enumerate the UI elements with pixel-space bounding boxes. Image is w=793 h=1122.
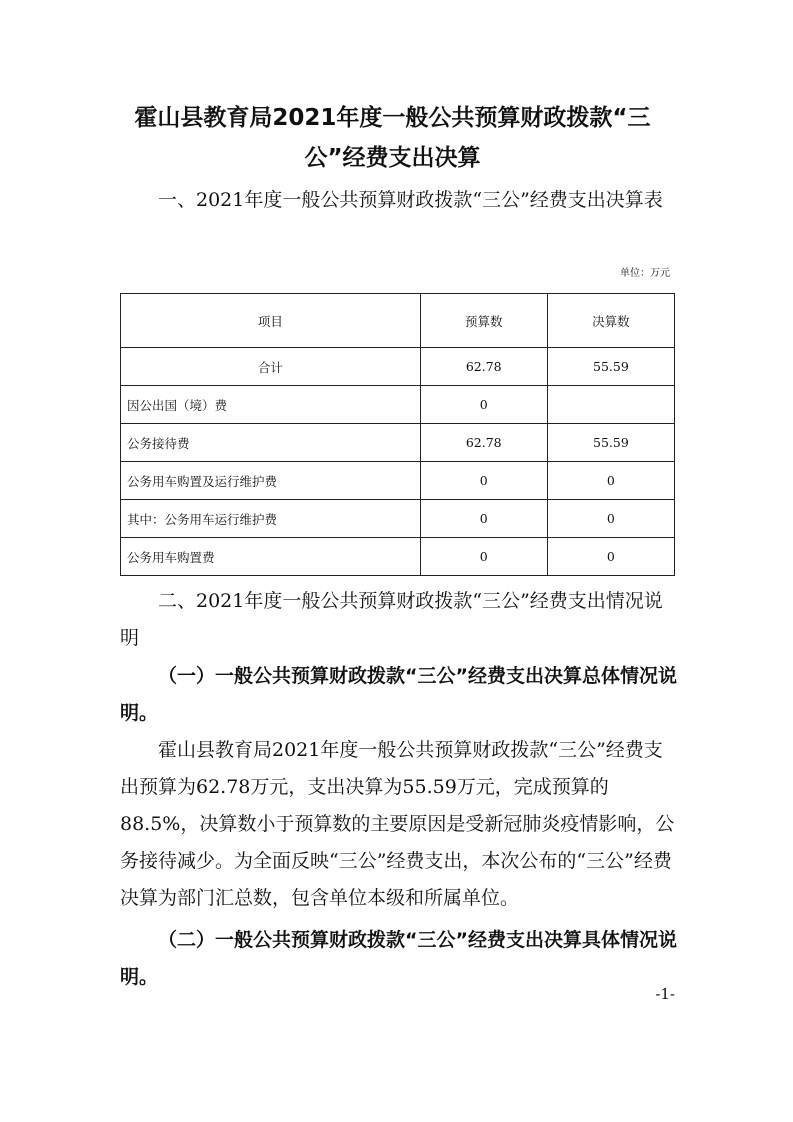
unit-label: 单位：万元 <box>620 268 670 279</box>
table-row <box>121 462 675 500</box>
table-header-row <box>121 294 675 348</box>
row-item: 因公出国（境）费 <box>121 386 421 424</box>
header-budget: 预算数 <box>420 294 547 348</box>
subsection2-heading: （二）一般公共预算财政拨款“三公”经费支出决算具体情况说明。 <box>120 929 677 988</box>
row-item: 合计 <box>121 348 421 386</box>
row-budget: 62.78 <box>420 348 547 386</box>
subsection1-body: 霍山县教育局2021年度一般公共预算财政拨款“三公”经费支出预算为62.78万元，支出决算为55.59万元，完成预算的88.5%，决算数小于预算数的主要原因是受新冠肺炎疫情影响，公务接待减少。为全面反映“三公”经费支出，本次公布的“三公”经费决算为部门汇总数，包含单位本级和所属单位。 <box>120 739 675 909</box>
header-actual: 决算数 <box>547 294 674 348</box>
header-item: 项目 <box>121 294 421 348</box>
row-actual: 55.59 <box>547 348 674 386</box>
row-item: 公务用车购置及运行维护费 <box>121 462 421 500</box>
row-item: 公务接待费 <box>121 424 421 462</box>
table-row <box>121 348 675 386</box>
budget-table <box>120 293 675 576</box>
table-row <box>121 538 675 576</box>
row-budget: 0 <box>420 386 547 424</box>
row-actual <box>547 386 674 424</box>
row-actual: 55.59 <box>547 424 674 462</box>
row-item: 其中：公务用车运行维护费 <box>121 500 421 538</box>
row-budget: 0 <box>420 462 547 500</box>
table-row <box>121 500 675 538</box>
row-actual: 0 <box>547 462 674 500</box>
row-budget: 0 <box>420 500 547 538</box>
table-row <box>121 424 675 462</box>
row-item: 公务用车购置费 <box>121 538 421 576</box>
document-title: 霍山县教育局2021年度一般公共预算财政拨款“三公”经费支出决算 <box>134 105 651 171</box>
page-number: -1- <box>655 985 675 1003</box>
row-budget: 0 <box>420 538 547 576</box>
section2-heading: 二、2021年度一般公共预算财政拨款“三公”经费支出情况说明 <box>120 590 663 649</box>
subsection1-heading: （一）一般公共预算财政拨款“三公”经费支出决算总体情况说明。 <box>120 665 677 724</box>
table-row <box>121 386 675 424</box>
row-actual: 0 <box>547 500 674 538</box>
section1-heading: 一、2021年度一般公共预算财政拨款“三公”经费支出决算表 <box>158 189 663 211</box>
row-budget: 62.78 <box>420 424 547 462</box>
row-actual: 0 <box>547 538 674 576</box>
